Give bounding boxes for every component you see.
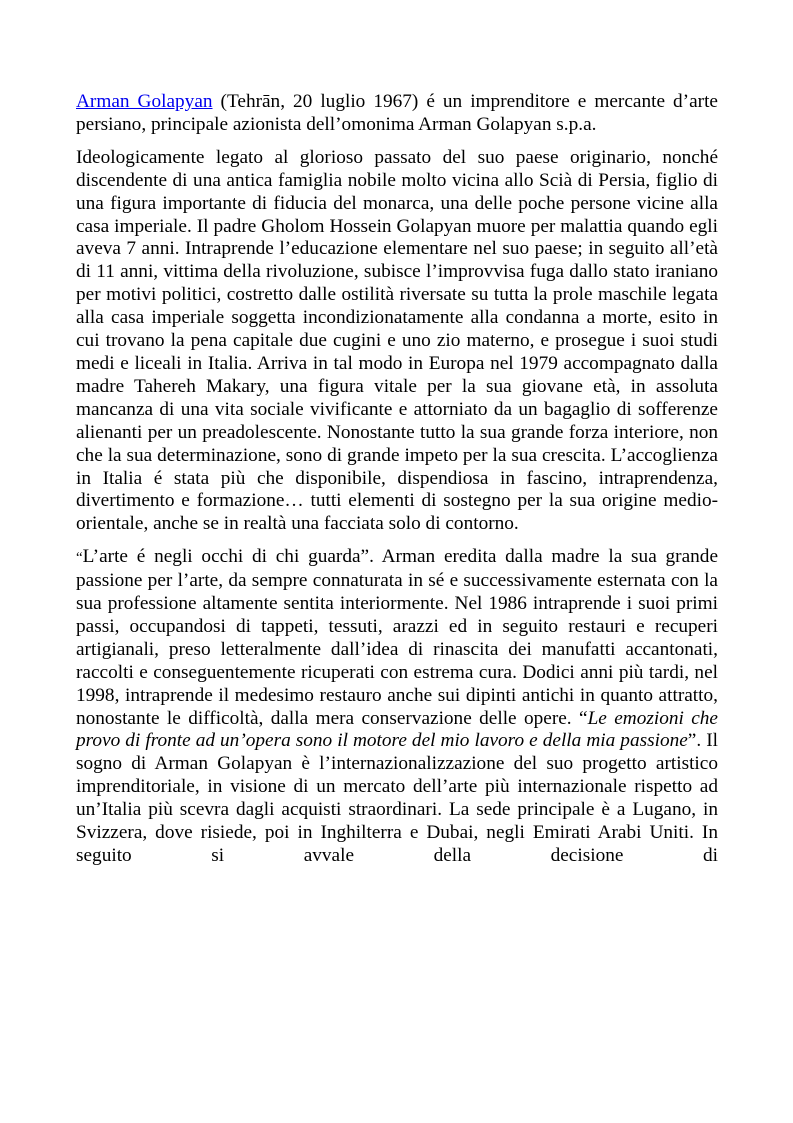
- italic-quote: Le emozioni che provo di fronte ad un’opera sono il motore del mio lavoro e della mia passione: [76, 707, 718, 752]
- opening-quote-mark: “: [76, 550, 83, 567]
- intro-text: (Tehrān, 20 luglio 1967) é un imprenditore e mercante d’arte persiano, principale azionista dell’omonima Arman Golapyan s.p.a.: [76, 91, 718, 135]
- subject-link[interactable]: Arman Golapyan: [76, 91, 213, 112]
- biography-paragraph: Ideologicamente legato al glorioso passato del suo paese originario, nonché discendente di una antica famiglia nobile molto vicina allo Scià di Persia, figlio di una figura importante di fiducia del monarca, una delle poche persone vicine alla casa imperiale. Il padre Gholom Hossein Golapyan muore per malattia quando egli aveva 7 anni. Intraprende l’educazione elementare nel suo paese; in seguito all’età di 11 anni, vittima della rivoluzione, subisce l’improvvisa fuga dallo stato iraniano per motivi politici, costretto dalle ostilità riversate su tutta la prole maschile legata alla casa imperiale soggetta incondizionatamente alla condanna a morte, esito in cui trovano la pena capitale due cugini e uno zio materno, e prosegue i suoi studi medi e liceali in Italia. Arriva in tal modo in Europa nel 1979 accompagnato dalla madre Tahereh Makary, una figura vitale per la sua giovane età, in assoluta mancanza di una vita sociale vivificante e attorniato da un bagaglio di sofferenze alienanti per un preadolescente. Nonostante tutto la sua grande forza interiore, non che la sua determinazione, sono di grande impeto per la sua crescita. L’accoglienza in Italia é stata più che disponibile, dispendiosa in fascino, intraprendenza, divertimento e formazione… tutti elementi di sostegno per la sua origine medio-orientale, anche se in realtà una facciata solo di contorno.: [76, 146, 718, 535]
- career-text-start: L’arte é negli occhi di chi guarda”. Arman eredita dalla madre la sua grande passione per l’arte, da sempre connaturata in sé e successivamente esternata con la sua professione altamente sentita interiormente. Nel 1986 intraprende i suoi primi passi, occupandosi di tappeti, tessuti, arazzi ed in seguito restauri e recuperi artigianali, preso letteralmente dall’idea di rinascita dei manufatti accantonati, raccolti e conseguentemente ricuperati con estrema cura. Dodici anni più tardi, nel 1998, intraprende il medesimo restauro anche sui dipinti antichi in quanto attratto, nonostante le difficoltà, dalla mera conservazione delle opere. “: [76, 546, 718, 729]
- career-text-end: ”. Il sogno di Arman Golapyan è l’internazionalizzazione del suo progetto artistico imprenditoriale, in visione di un mercato dell’arte più internazionale rispetto ad un’Italia più scevra dagli acquisti straordinari. La sede principale è a Lugano, in Svizzera, dove risiede, poi in Inghilterra e Dubai, negli Emirati Arabi Uniti. In seguito si avvale della decisione di: [76, 730, 718, 866]
- career-paragraph: [76, 546, 718, 868]
- intro-paragraph: [76, 91, 718, 137]
